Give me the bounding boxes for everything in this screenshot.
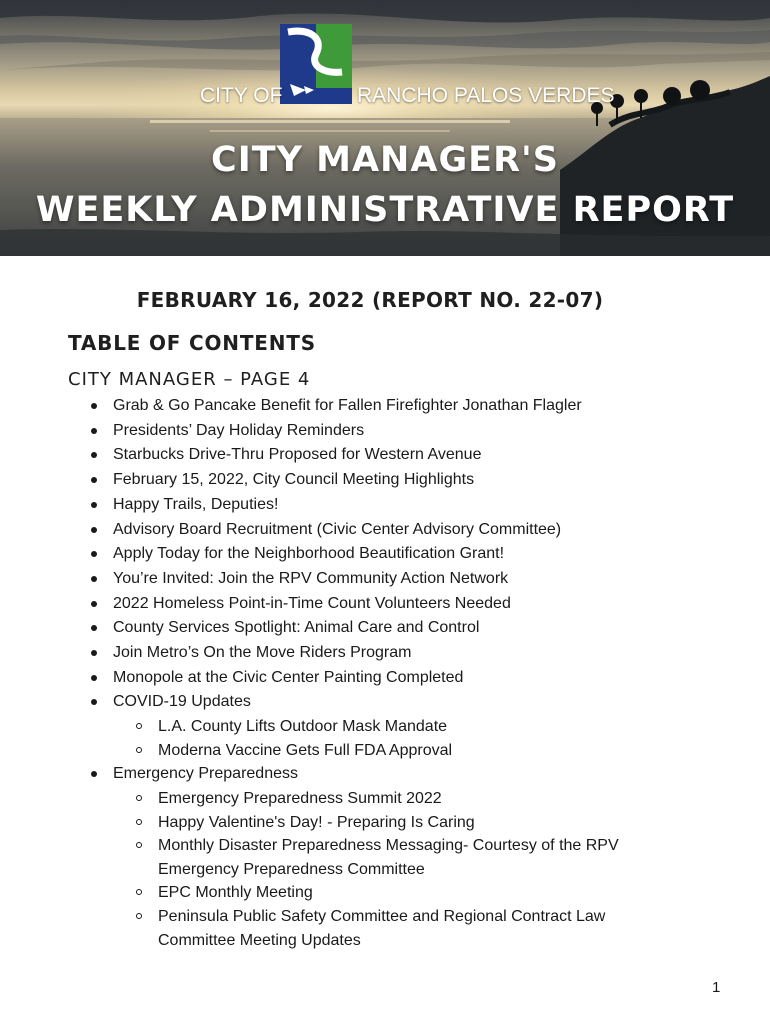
city-logo-icon xyxy=(280,24,352,104)
bullet-icon xyxy=(91,601,97,607)
toc-item-label: 2022 Homeless Point-in-Time Count Volunteers Needed xyxy=(113,594,511,612)
toc-item xyxy=(0,419,770,444)
bullet-icon xyxy=(91,502,97,508)
report-date-heading: FEBRUARY 16, 2022 (REPORT NO. 22-07) xyxy=(136,288,604,312)
circle-bullet-icon xyxy=(136,842,142,848)
page-number: 1 xyxy=(712,979,721,996)
bullet-icon xyxy=(91,771,97,777)
toc-item-label: Join Metro’s On the Move Riders Program xyxy=(113,644,412,662)
toc-subitem-label: Happy Valentine's Day! - Preparing Is Caring xyxy=(158,813,475,831)
circle-bullet-icon xyxy=(136,889,142,895)
bullet-icon xyxy=(91,452,97,458)
header-banner xyxy=(0,0,770,256)
circle-bullet-icon xyxy=(136,795,142,801)
toc-item-label: COVID-19 Updates xyxy=(113,693,251,711)
toc-item xyxy=(0,542,770,567)
toc-item xyxy=(0,690,770,762)
toc-item-label: February 15, 2022, City Council Meeting Highlights xyxy=(113,471,475,489)
bullet-icon xyxy=(91,699,97,705)
toc-list xyxy=(0,394,770,952)
toc-item-label: Monopole at the Civic Center Painting Completed xyxy=(113,668,464,686)
toc-sublist xyxy=(113,715,770,762)
toc-sublist xyxy=(113,787,770,952)
circle-bullet-icon xyxy=(136,747,142,753)
toc-subitem-label: Moderna Vaccine Gets Full FDA Approval xyxy=(158,741,453,759)
toc-item-label: Emergency Preparedness xyxy=(113,765,298,783)
toc-item xyxy=(0,762,770,952)
bullet-icon xyxy=(91,403,97,409)
toc-subitem-label: EPC Monthly Meeting xyxy=(158,884,313,902)
toc-item-label: Advisory Board Recruitment (Civic Center Advisory Committee) xyxy=(113,520,562,538)
toc-subitem-label: L.A. County Lifts Outdoor Mask Mandate xyxy=(158,718,448,736)
toc-subitem xyxy=(113,881,770,905)
bullet-icon xyxy=(91,625,97,631)
toc-item-label: Grab & Go Pancake Benefit for Fallen Firefighter Jonathan Flagler xyxy=(113,397,582,414)
bullet-icon xyxy=(91,576,97,582)
toc-item-label: County Services Spotlight: Animal Care and Control xyxy=(113,619,480,637)
toc-item xyxy=(0,567,770,592)
toc-item xyxy=(0,394,770,419)
toc-subitem xyxy=(113,787,770,811)
toc-item-label: Happy Trails, Deputies! xyxy=(113,495,279,513)
toc-item xyxy=(0,493,770,518)
toc-item xyxy=(0,616,770,641)
toc-item xyxy=(0,592,770,617)
toc-item-label: You’re Invited: Join the RPV Community Action Network xyxy=(113,569,509,587)
toc-subitem xyxy=(113,811,770,835)
toc-item xyxy=(0,518,770,543)
toc-subitem xyxy=(113,905,770,952)
bullet-icon xyxy=(91,477,97,483)
bullet-icon xyxy=(91,650,97,656)
report-title-line-2: WEEKLY ADMINISTRATIVE REPORT xyxy=(35,190,735,230)
circle-bullet-icon xyxy=(136,913,142,919)
toc-item-label: Apply Today for the Neighborhood Beautification Grant! xyxy=(113,545,505,563)
circle-bullet-icon xyxy=(136,819,142,825)
bullet-icon xyxy=(91,428,97,434)
toc-item xyxy=(0,443,770,468)
toc-item xyxy=(0,468,770,493)
report-title-line-1: CITY MANAGER'S xyxy=(211,140,559,180)
circle-bullet-icon xyxy=(136,723,142,729)
toc-subitem-label: Monthly Disaster Preparedness Messaging- Courtesy of the RPV Emergency Preparedness Committee xyxy=(158,837,619,878)
toc-subitem-label: Emergency Preparedness Summit 2022 xyxy=(158,790,442,808)
bullet-icon xyxy=(91,675,97,681)
bullet-icon xyxy=(91,551,97,557)
toc-subitem xyxy=(113,834,770,881)
toc-subitem xyxy=(113,715,770,739)
bullet-icon xyxy=(91,527,97,533)
toc-item xyxy=(0,641,770,666)
table-of-contents-heading: TABLE OF CONTENTS xyxy=(68,331,316,355)
toc-item xyxy=(0,666,770,691)
toc-subitem xyxy=(113,739,770,763)
toc-item-label: Presidents’ Day Holiday Reminders xyxy=(113,421,365,439)
logo-city-name: RANCHO PALOS VERDES xyxy=(357,84,615,107)
logo-city-of: CITY OF xyxy=(200,84,283,107)
toc-subitem-label: Peninsula Public Safety Committee and Regional Contract Law Committee Meeting Updates xyxy=(158,908,606,949)
section-heading-city-manager: CITY MANAGER – PAGE 4 xyxy=(68,369,311,390)
toc-item-label: Starbucks Drive-Thru Proposed for Western Avenue xyxy=(113,446,482,464)
